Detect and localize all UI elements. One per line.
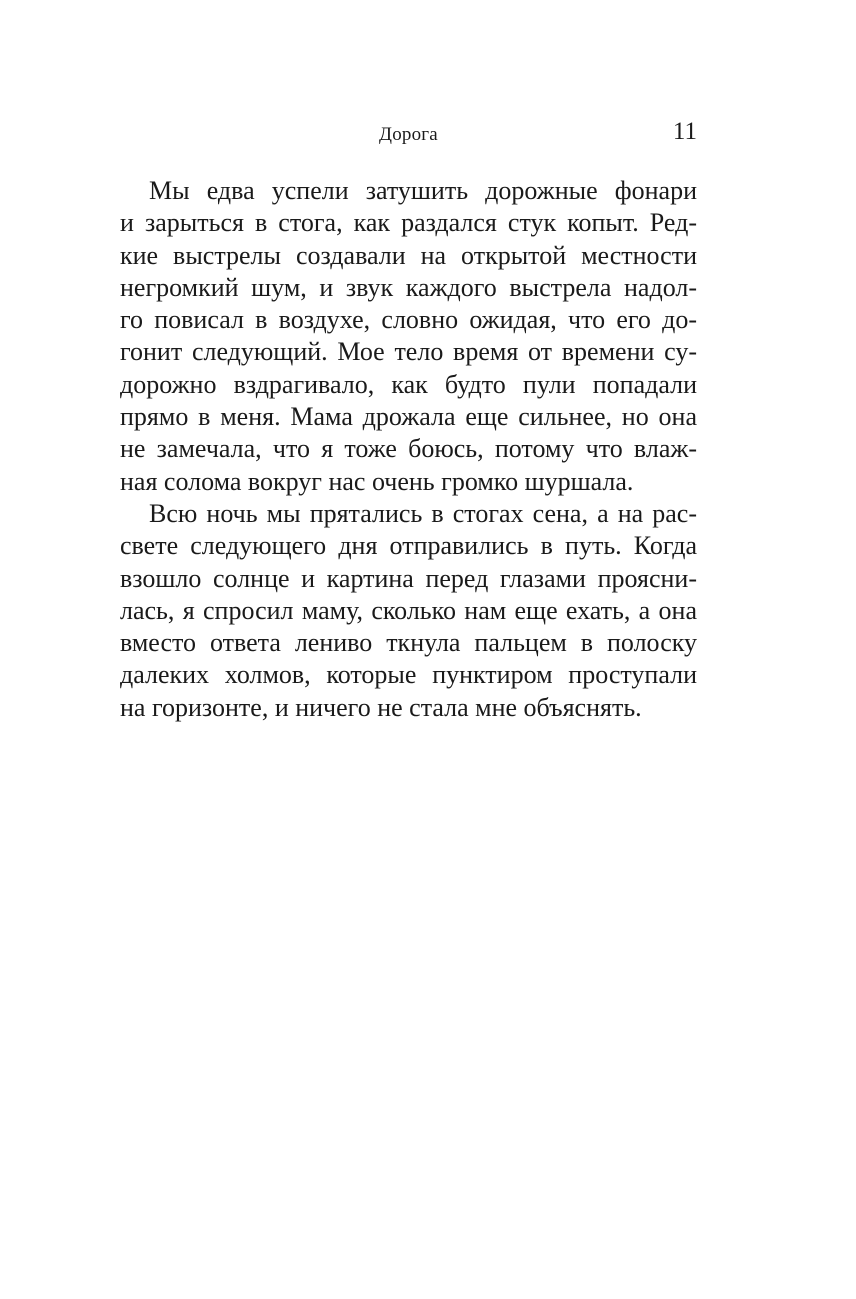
running-head xyxy=(120,116,697,156)
paragraph-1 xyxy=(120,175,697,498)
paragraph-2 xyxy=(120,498,697,724)
running-title: Дорога xyxy=(379,124,438,145)
text-line: свете следующего дня отправились в путь. Когда xyxy=(120,531,697,561)
text-line: дорожно вздрагивало, как будто пули попадали xyxy=(120,369,697,399)
text-line: Всю ночь мы прятались в стогах сена, а на рас- xyxy=(149,498,697,528)
text-line: на горизонте, и ничего не стала мне объяснять. xyxy=(120,692,642,722)
text-line: го повисал в воздухе, словно ожидая, что его до- xyxy=(120,305,697,335)
text-line: Мы едва успели затушить дорожные фонари xyxy=(149,176,697,205)
page-number: 11 xyxy=(672,118,697,145)
text-line: взошло солнце и картина перед глазами проясни- xyxy=(120,563,697,593)
text-line: кие выстрелы создавали на открытой местности xyxy=(120,240,697,270)
text-line: не замечала, что я тоже боюсь, потому что влаж- xyxy=(120,434,697,464)
text-line: лась, я спросил маму, сколько нам еще ехать, а она xyxy=(120,595,697,625)
text-line: и зарыться в стога, как раздался стук копыт. Ред- xyxy=(120,208,697,238)
text-line: ная солома вокруг нас очень громко шуршала. xyxy=(120,466,634,496)
text-line: прямо в меня. Мама дрожала еще сильнее, но она xyxy=(120,402,697,432)
text-line: негромкий шум, и звук каждого выстрела надол- xyxy=(120,272,697,302)
text-line: далеких холмов, которые пунктиром проступали xyxy=(120,660,697,690)
text-line: гонит следующий. Мое тело время от времени су- xyxy=(120,337,697,367)
text-line: вместо ответа лениво ткнула пальцем в полоску xyxy=(120,628,697,658)
body-text xyxy=(120,175,697,724)
